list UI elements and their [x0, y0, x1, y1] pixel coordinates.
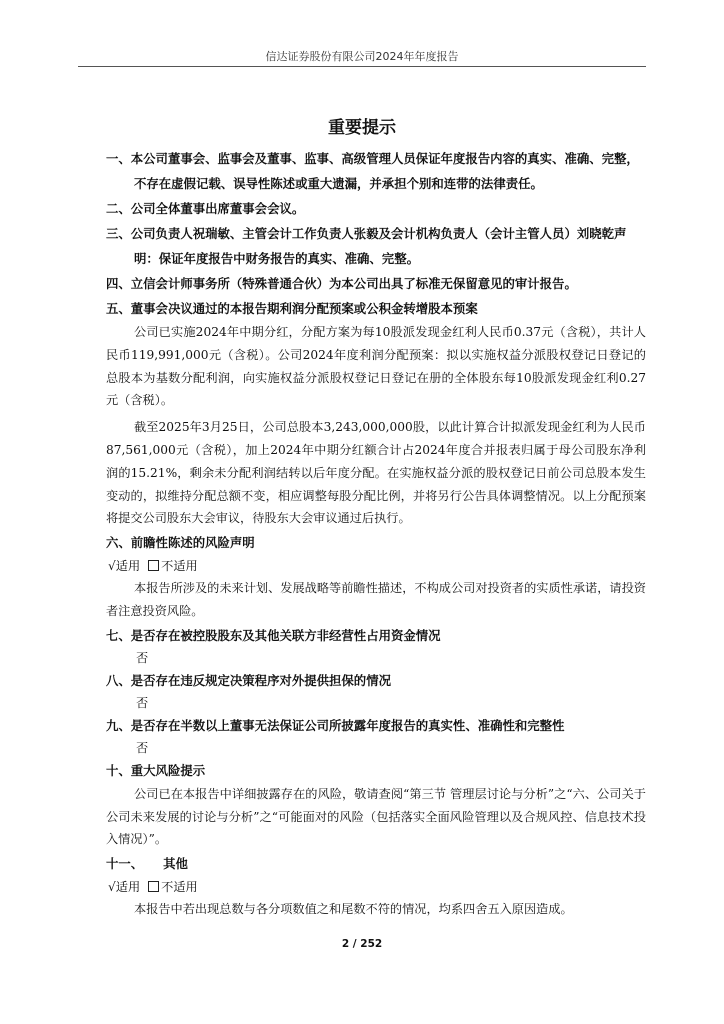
- section-5-paragraph-2: 截至2025年3月25日，公司总股本3,243,000,000股，以此计算合计拟派发现金红利为人民币87,561,000元（含税），加上2024年中期分红额合计占2024年度合并报表归属于母公司股东净利润的15.21%，剩余未分配利润结转以后年度分配。在实施权益分派的股权登记日前公司总股本发生变动的，拟维持分配总额不变，相应调整每股分配比例，并将另行公告具体调整情况。以上分配预案将提交公司股东大会审议，待股东大会审议通过后执行。: [106, 420, 646, 526]
- section-6-paragraph: 本报告所涉及的未来计划、发展战略等前瞻性描述，不构成公司对投资者的实质性承诺，请投资者注意投资风险。: [106, 581, 646, 618]
- page-header: 信达证券股份有限公司2024年年度报告: [265, 50, 459, 63]
- section-9-answer: 否: [136, 740, 149, 755]
- section-6-heading: 六、前瞻性陈述的风险声明: [106, 535, 255, 551]
- section-1-heading-continued: 不存在虚假记载、误导性陈述或重大遗漏，并承担个别和连带的法律责任。: [134, 176, 543, 191]
- section-5-paragraph-1: 公司已实施2024年中期分红，分配方案为每10股派发现金红利人民币0.37元（含税），共计人民币119,991,000元（含税）。公司2024年度利润分配预案：拟以实施权益分派股权登记日登记的总股本为基数分配利润，向实施权益分派股权登记日登记在册的全体股东每10股派发现金红利0.27元（含税）。: [106, 325, 646, 408]
- section-11-number: 十一、: [106, 856, 144, 872]
- section-6-applicability: [106, 555, 646, 577]
- section-3-heading: 三、公司负责人祝瑞敏、主管会计工作负责人张毅及会计机构负责人（会计主管人员）刘晓乾声: [106, 226, 627, 241]
- section-11-paragraph: 本报告中若出现总数与各分项数值之和尾数不符的情况，均系四舍五入原因造成。: [134, 902, 573, 917]
- applicable-checked: √适用: [108, 880, 141, 895]
- not-applicable: 不适用: [161, 880, 198, 895]
- section-4-heading: 四、立信会计师事务所（特殊普通合伙）为本公司出具了标准无保留意见的审计报告。: [106, 276, 577, 291]
- document-body: [106, 146, 646, 921]
- section-10-paragraph: 公司已在本报告中详细披露存在的风险，敬请查阅“第三节 管理层讨论与分析”之“六、公司关于公司未来发展的讨论与分析”之“可能面对的风险（包括落实全面风险管理以及合规风控、信息技术投入情况）”。: [106, 786, 646, 847]
- section-9-heading: 九、是否存在半数以上董事无法保证公司所披露年度报告的真实性、准确性和完整性: [106, 717, 565, 733]
- not-applicable: 不适用: [161, 559, 198, 574]
- section-1-heading: 一、本公司董事会、监事会及董事、监事、高级管理人员保证年度报告内容的真实、准确、完整，: [106, 151, 639, 166]
- page-number: 2 / 252: [341, 938, 383, 950]
- section-3-heading-continued: 明：保证年度报告中财务报告的真实、准确、完整。: [134, 251, 419, 266]
- checkbox-icon: [148, 881, 159, 892]
- section-11-applicability: [106, 876, 646, 898]
- section-5-heading: 五、董事会决议通过的本报告期利润分配预案或公积金转增股本预案: [106, 301, 478, 316]
- section-7-answer: 否: [136, 650, 149, 665]
- applicable-checked: √适用: [108, 559, 141, 574]
- checkbox-icon: [148, 560, 159, 571]
- section-8-heading: 八、是否存在违反规定决策程序对外提供担保的情况: [106, 672, 391, 688]
- section-7-heading: 七、是否存在被控股股东及其他关联方非经营性占用资金情况: [106, 627, 441, 643]
- header-divider: [78, 66, 646, 67]
- section-11-heading: [106, 851, 646, 876]
- section-2-heading: 二、公司全体董事出席董事会会议。: [106, 201, 305, 216]
- page-title: 重要提示: [328, 118, 396, 138]
- section-10-heading: 十、重大风险提示: [106, 762, 206, 778]
- section-11-title: 其他: [163, 856, 188, 872]
- section-8-answer: 否: [136, 695, 149, 710]
